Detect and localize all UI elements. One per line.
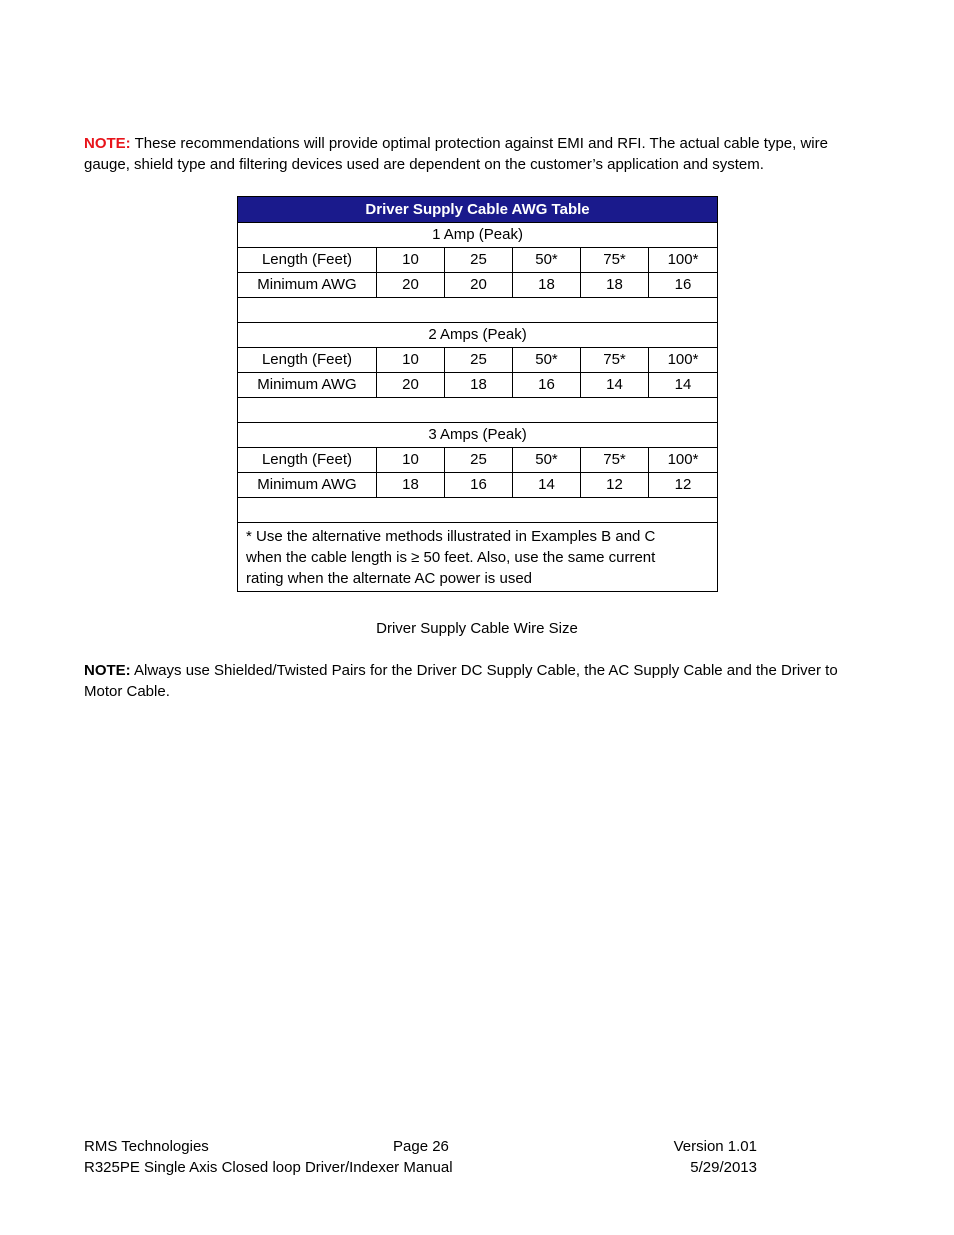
footnote-row	[238, 523, 718, 592]
note-text: These recommendations will provide optimal protection against EMI and RFI. The actual cable type, wire gauge, shield type and filtering devices used are dependent on the customer’s application and system.	[84, 135, 828, 173]
blank-row	[238, 498, 718, 523]
note-text: Always use Shielded/Twisted Pairs for the Driver DC Supply Cable, the AC Supply Cable and the Driver to Motor Cable.	[84, 662, 838, 700]
row-label: Length (Feet)	[238, 448, 377, 473]
table-cell: 18	[513, 273, 581, 298]
footer-manual-title: R325PE Single Axis Closed loop Driver/Indexer Manual	[84, 1159, 453, 1176]
table-cell: 75*	[581, 248, 649, 273]
table-cell: 10	[377, 448, 445, 473]
table-cell: 18	[377, 473, 445, 498]
table-cell: 50*	[513, 348, 581, 373]
note-emi	[84, 133, 874, 175]
blank-row	[238, 398, 718, 423]
table-cell: 16	[513, 373, 581, 398]
row-label: Length (Feet)	[238, 248, 377, 273]
table-cell: 16	[649, 273, 718, 298]
section-heading: 2 Amps (Peak)	[238, 323, 718, 348]
table-cell: 25	[445, 248, 513, 273]
table-row	[238, 473, 718, 498]
table-cell: 12	[581, 473, 649, 498]
table-title: Driver Supply Cable AWG Table	[238, 197, 718, 223]
note-shielded-pairs	[84, 660, 874, 702]
footer-page-number: Page 26	[393, 1138, 449, 1155]
table-cell: 18	[445, 373, 513, 398]
section-heading-row	[238, 423, 718, 448]
blank-cell	[238, 298, 718, 323]
table-cell: 18	[581, 273, 649, 298]
table-cell: 20	[445, 273, 513, 298]
row-label: Minimum AWG	[238, 473, 377, 498]
row-label: Minimum AWG	[238, 373, 377, 398]
blank-cell	[238, 398, 718, 423]
table-cell: 12	[649, 473, 718, 498]
section-heading-row	[238, 223, 718, 248]
footer-date: 5/29/2013	[690, 1159, 757, 1176]
blank-cell	[238, 498, 718, 523]
table-cell: 25	[445, 448, 513, 473]
section-heading-row	[238, 323, 718, 348]
table-row	[238, 248, 718, 273]
table-footnote	[238, 523, 718, 592]
table-cell: 100*	[649, 248, 718, 273]
table-caption: Driver Supply Cable Wire Size	[376, 620, 578, 637]
note-label: NOTE:	[84, 662, 131, 679]
awg-table	[237, 196, 718, 592]
table-cell: 14	[513, 473, 581, 498]
footnote-line: rating when the alternate AC power is used	[246, 570, 533, 587]
table-cell: 50*	[513, 448, 581, 473]
table-cell: 14	[581, 373, 649, 398]
table-cell: 50*	[513, 248, 581, 273]
row-label: Minimum AWG	[238, 273, 377, 298]
table-cell: 10	[377, 348, 445, 373]
table-cell: 100*	[649, 448, 718, 473]
footer-version: Version 1.01	[673, 1138, 757, 1155]
table-row	[238, 348, 718, 373]
table-cell: 75*	[581, 448, 649, 473]
blank-row	[238, 298, 718, 323]
table-cell: 16	[445, 473, 513, 498]
table-cell: 14	[649, 373, 718, 398]
footnote-line: when the cable length is ≥ 50 feet. Also, use the same current	[246, 549, 656, 566]
table-row	[238, 273, 718, 298]
footnote-line: * Use the alternative methods illustrated in Examples B and C	[246, 528, 656, 545]
table-cell: 20	[377, 273, 445, 298]
section-heading: 1 Amp (Peak)	[238, 223, 718, 248]
table-row	[238, 373, 718, 398]
table-cell: 100*	[649, 348, 718, 373]
note-label: NOTE:	[84, 135, 131, 152]
table-title-row	[238, 197, 718, 223]
table-cell: 75*	[581, 348, 649, 373]
row-label: Length (Feet)	[238, 348, 377, 373]
section-heading: 3 Amps (Peak)	[238, 423, 718, 448]
footer-company: RMS Technologies	[84, 1138, 209, 1155]
table-cell: 10	[377, 248, 445, 273]
table-cell: 20	[377, 373, 445, 398]
table-cell: 25	[445, 348, 513, 373]
table-row	[238, 448, 718, 473]
